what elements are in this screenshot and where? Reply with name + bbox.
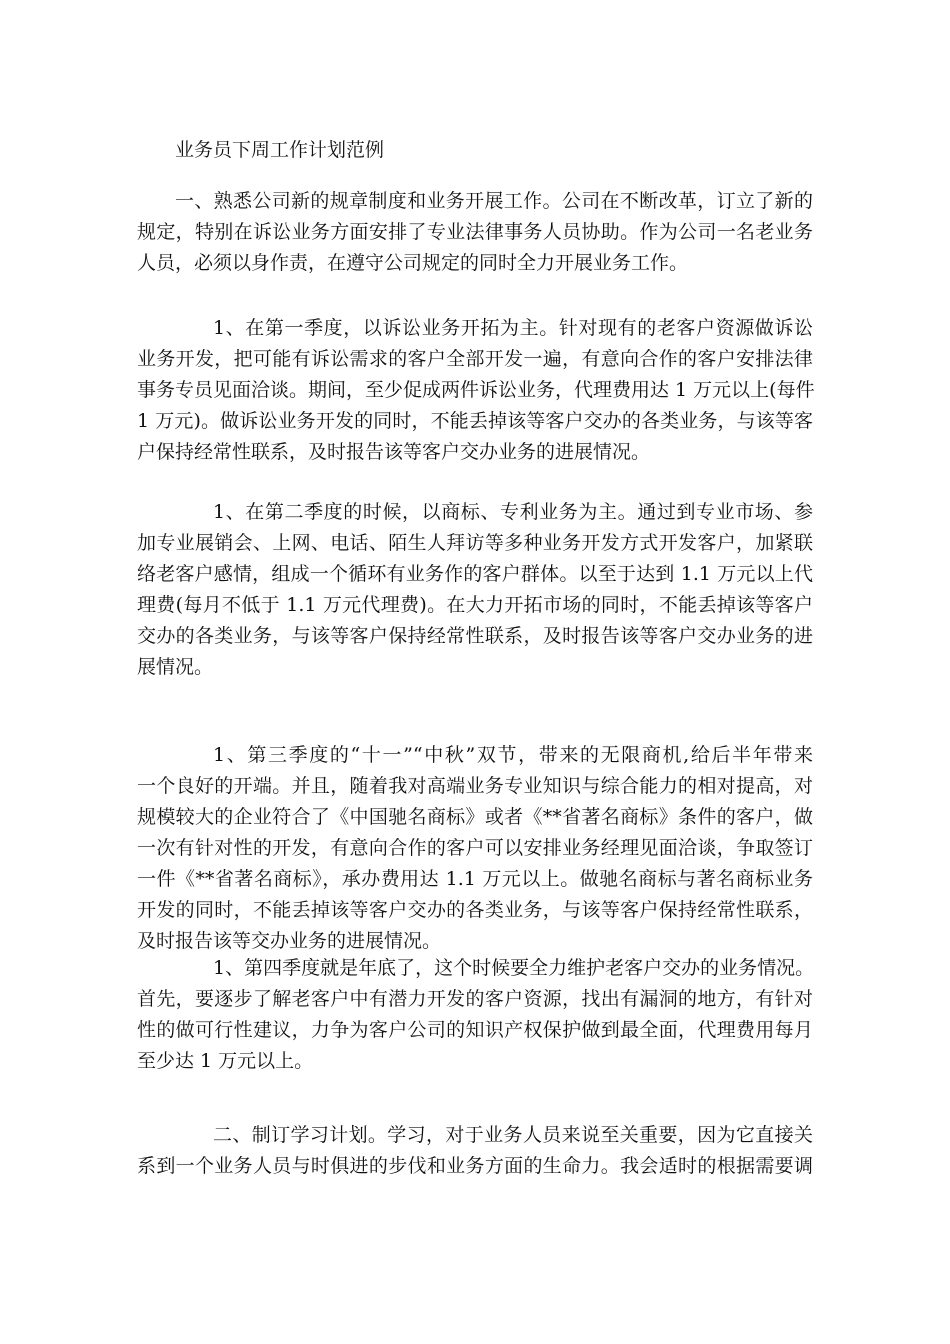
paragraph-line: 络老客户感情，组成一个循环有业务作的客户群体。以至于达到 1.1 万元以上代 — [137, 563, 813, 585]
paragraph-6 — [137, 1120, 813, 1182]
paragraph-line: 一、熟悉公司新的规章制度和业务开展工作。公司在不断改革，订立了新的 — [175, 190, 813, 212]
paragraph-line: 一个良好的开端。并且，随着我对高端业务专业知识与综合能力的相对提高，对 — [137, 775, 813, 797]
paragraph-line: 人员，必须以身作责，在遵守公司规定的同时全力开展业务工作。 — [137, 252, 689, 274]
paragraph-line: 一件《**省著名商标》，承办费用达 1.1 万元以上。做驰名商标与著名商标业务 — [137, 868, 813, 890]
paragraph-line: 一次有针对性的开发，有意向合作的客户可以安排业务经理见面洽谈，争取签订 — [137, 837, 813, 859]
paragraph-line: 规定，特别在诉讼业务方面安排了专业法律事务人员协助。作为公司一名老业务 — [137, 221, 813, 243]
paragraph-line: 业务开发，把可能有诉讼需求的客户全部开发一遍，有意向合作的客户安排法律 — [137, 348, 813, 370]
document-title: 业务员下周工作计划范例 — [175, 139, 385, 161]
paragraph-line: 展情况。 — [137, 656, 214, 678]
paragraph-line: 加专业展销会、上网、电话、陌生人拜访等多种业务开发方式开发客户，加紧联 — [137, 532, 813, 554]
paragraph-line: 系到一个业务人员与时俱进的步伐和业务方面的生命力。我会适时的根据需要调 — [137, 1155, 813, 1177]
paragraph-line: 规模较大的企业符合了《中国驰名商标》或者《**省著名商标》条件的客户，做 — [137, 806, 813, 828]
paragraph-line: 开发的同时，不能丢掉该等客户交办的各类业务，与该等客户保持经常性联系， — [137, 899, 813, 921]
paragraph-line: 户保持经常性联系，及时报告该等客户交办业务的进展情况。 — [137, 441, 651, 463]
paragraph-4 — [137, 740, 813, 957]
paragraph-line: 理费(每月不低于 1.1 万元代理费)。在大力开拓市场的同时，不能丢掉该等客户 — [137, 594, 813, 616]
paragraph-line: 至少达 1 万元以上。 — [137, 1050, 314, 1072]
paragraph-line: 事务专员见面洽谈。期间，至少促成两件诉讼业务，代理费用达 1 万元以上(每件 — [137, 379, 815, 401]
paragraph-line: 性的做可行性建议，力争为客户公司的知识产权保护做到最全面，代理费用每月 — [137, 1019, 813, 1041]
paragraph-line: 交办的各类业务，与该等客户保持经常性联系，及时报告该等客户交办业务的进 — [137, 625, 813, 647]
paragraph-line: 及时报告该等交办业务的进展情况。 — [137, 930, 442, 952]
paragraph-5 — [137, 953, 813, 1077]
paragraph-3 — [137, 497, 813, 683]
paragraph-1 — [137, 186, 813, 279]
paragraph-line: 1、第三季度的“十一”“中秋”双节，带来的无限商机,给后半年带来 — [213, 744, 813, 766]
paragraph-line: 1、第四季度就是年底了，这个时候要全力维护老客户交办的业务情况。 — [213, 957, 815, 979]
paragraph-line: 二、制订学习计划。学习，对于业务人员来说至关重要，因为它直接关 — [213, 1124, 813, 1146]
paragraph-line: 1、在第一季度，以诉讼业务开拓为主。针对现有的老客户资源做诉讼 — [213, 317, 813, 339]
paragraph-2 — [137, 313, 813, 468]
paragraph-line: 1、在第二季度的时候，以商标、专利业务为主。通过到专业市场、参 — [213, 501, 813, 523]
paragraph-line: 1 万元)。做诉讼业务开发的同时，不能丢掉该等客户交办的各类业务，与该等客 — [137, 410, 813, 432]
paragraph-line: 首先，要逐步了解老客户中有潜力开发的客户资源，找出有漏洞的地方，有针对 — [137, 988, 813, 1010]
